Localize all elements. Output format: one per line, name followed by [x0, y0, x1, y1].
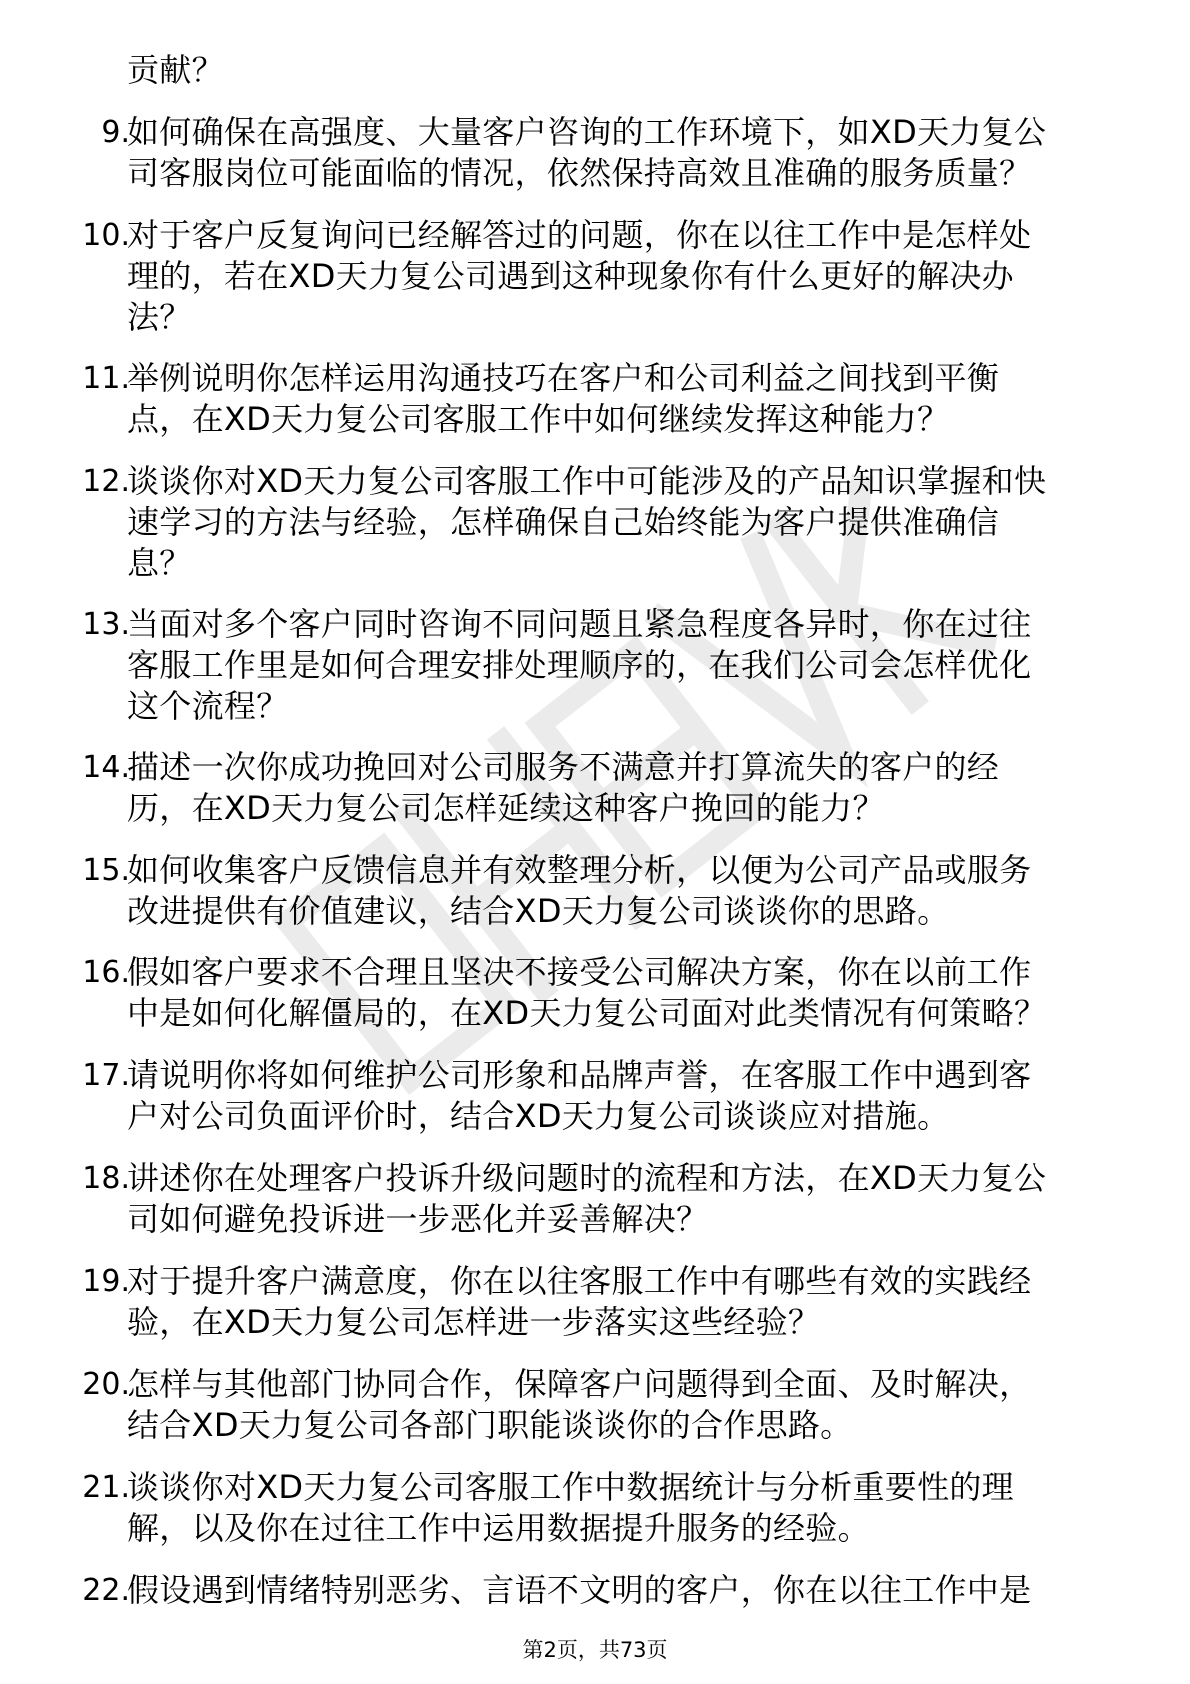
question-text [127, 952, 1127, 1034]
question-text [127, 1261, 1127, 1343]
question-line: 对于客户反复询问已经解答过的问题，你在以往工作中是怎样处 [127, 216, 1032, 254]
question-number: 11. [82, 361, 130, 396]
question-line: 改进提供有价值建议，结合XD天力复公司谈谈你的思路。 [127, 892, 950, 930]
question-line: 这个流程？ [127, 687, 289, 725]
question-line: 司客服岗位可能面临的情况，依然保持高效且准确的服务质量？ [127, 154, 1032, 192]
question-line: 点，在XD天力复公司客服工作中如何继续发挥这种能力？ [127, 400, 950, 438]
question-text [127, 112, 1127, 194]
question-line: 怎样与其他部门协同合作，保障客户问题得到全面、及时解决， [127, 1365, 1032, 1403]
question-text [127, 604, 1127, 727]
question-line: 中是如何化解僵局的，在XD天力复公司面对此类情况有何策略？ [127, 994, 1047, 1032]
question-number: 22. [82, 1573, 130, 1608]
question-number: 18. [82, 1161, 130, 1196]
question-number: 19. [82, 1264, 130, 1299]
question-number: 9. [101, 115, 130, 150]
question-line: 历，在XD天力复公司怎样延续这种客户挽回的能力？ [127, 789, 885, 827]
question-line: 谈谈你对XD天力复公司客服工作中数据统计与分析重要性的理 [127, 1468, 1014, 1506]
question-text [127, 1055, 1127, 1137]
question-number: 10. [82, 218, 130, 253]
question-text [127, 358, 1127, 440]
question-line: 解，以及你在过往工作中运用数据提升服务的经验。 [127, 1509, 870, 1547]
question-line: 假设遇到情绪特别恶劣、言语不文明的客户，你在以往工作中是 [127, 1571, 1032, 1609]
question-line: 当面对多个客户同时咨询不同问题且紧急程度各异时，你在过往 [127, 605, 1032, 643]
question-number: 14. [82, 750, 130, 785]
question-line: 谈谈你对XD天力复公司客服工作中可能涉及的产品知识掌握和快 [127, 462, 1047, 500]
question-text [127, 461, 1127, 584]
question-line: 描述一次你成功挽回对公司服务不满意并打算流失的客户的经 [127, 748, 1000, 786]
question-line: 结合XD天力复公司各部门职能谈谈你的合作思路。 [127, 1406, 853, 1444]
question-text [127, 50, 1127, 91]
question-line: 速学习的方法与经验，怎样确保自己始终能为客户提供准确信 [127, 503, 1000, 541]
question-line: 司如何避免投诉进一步恶化并妥善解决？ [127, 1200, 709, 1238]
page-number-footer: 第2页，共73页 [522, 1638, 668, 1662]
question-text [127, 1570, 1127, 1611]
question-text [127, 850, 1127, 932]
question-line: 贡献？ [127, 51, 224, 89]
question-line: 验，在XD天力复公司怎样进一步落实这些经验？ [127, 1303, 821, 1341]
question-text [127, 1158, 1127, 1240]
question-number: 20. [82, 1367, 130, 1402]
question-line: 请说明你将如何维护公司形象和品牌声誉，在客服工作中遇到客 [127, 1056, 1032, 1094]
question-line: 息？ [127, 544, 192, 582]
question-number: 16. [82, 955, 130, 990]
question-text [127, 747, 1127, 829]
question-number: 21. [82, 1470, 130, 1505]
question-number: 15. [82, 853, 130, 888]
question-line: 如何确保在高强度、大量客户咨询的工作环境下，如XD天力复公 [127, 113, 1047, 151]
question-line: 对于提升客户满意度，你在以往客服工作中有哪些有效的实践经 [127, 1262, 1032, 1300]
question-number: 13. [82, 607, 130, 642]
question-text [127, 1364, 1127, 1446]
question-number: 12. [82, 464, 130, 499]
question-line: 户对公司负面评价时，结合XD天力复公司谈谈应对措施。 [127, 1097, 950, 1135]
question-number: 17. [82, 1058, 130, 1093]
question-line: 理的，若在XD天力复公司遇到这种现象你有什么更好的解决办 [127, 257, 1014, 295]
question-text [127, 215, 1127, 338]
question-line: 法？ [127, 298, 192, 336]
question-line: 客服工作里是如何合理安排处理顺序的，在我们公司会怎样优化 [127, 646, 1032, 684]
question-line: 如何收集客户反馈信息并有效整理分析，以便为公司产品或服务 [127, 851, 1032, 889]
question-text [127, 1467, 1127, 1549]
question-line: 假如客户要求不合理且坚决不接受公司解决方案，你在以前工作 [127, 953, 1032, 991]
question-line: 举例说明你怎样运用沟通技巧在客户和公司利益之间找到平衡 [127, 359, 1000, 397]
question-line: 讲述你在处理客户投诉升级问题时的流程和方法，在XD天力复公 [127, 1159, 1047, 1197]
